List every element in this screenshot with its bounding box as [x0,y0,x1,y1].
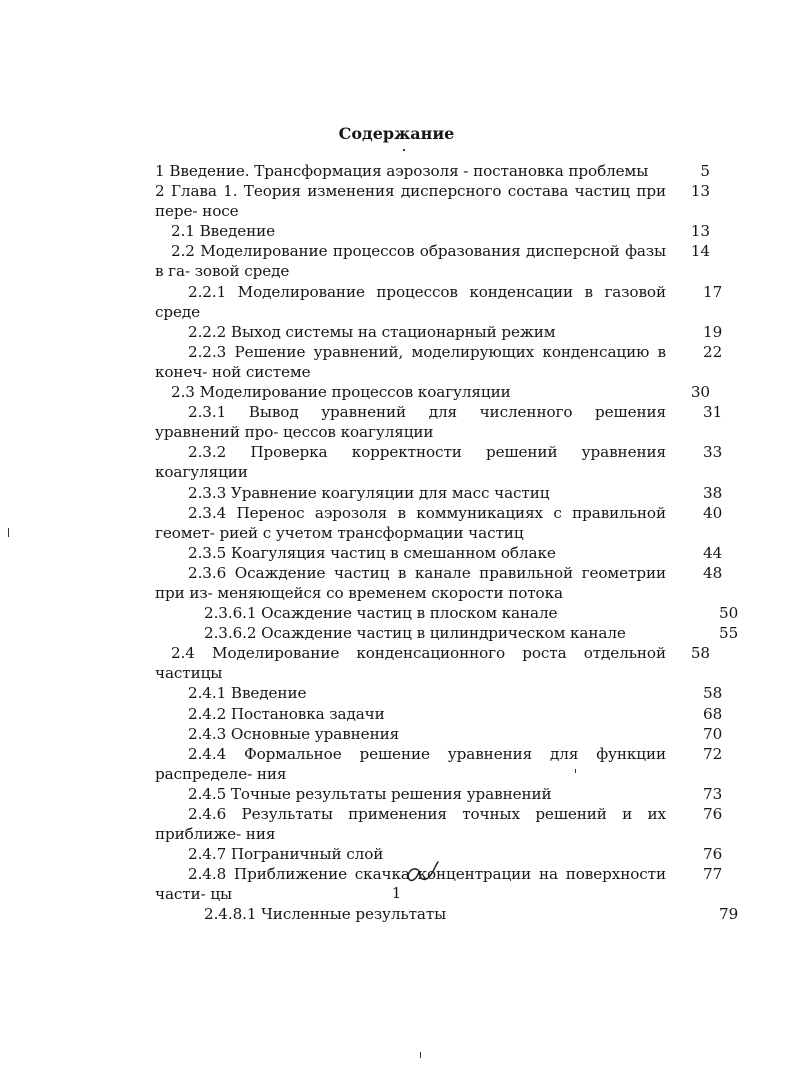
toc-entry-number: 2.3.2 [188,443,227,462]
toc-entry-page: 17 [703,282,723,301]
page-number: 1 [391,884,402,902]
scan-speck [8,528,9,537]
toc-entry [155,221,710,241]
toc-entry-text: Решение уравнений, моделирующих конденсацию в конеч- ной системе [155,342,666,381]
toc-entry-number: 2.3.6.1 [204,604,257,623]
toc-entry-text: Введение. Трансформация аэрозоля - постановка проблемы [169,162,649,180]
toc-entry-title [155,704,666,724]
handwritten-initial [404,856,442,886]
toc-entry-text: Приближение скачка концентрации на поверхности части- цы [155,865,666,904]
toc-entry-page: 68 [703,704,723,723]
toc-entry-page: 19 [703,322,723,341]
toc-entry [155,804,723,844]
toc-entry-page: 13 [690,182,710,201]
toc-entry [155,904,739,924]
toc-entry-page: 22 [703,342,723,361]
toc-entry-text: Моделирование процессов коагуляции [199,383,511,402]
toc-entry-page: 58 [703,684,723,703]
toc-entry [155,241,710,281]
toc-entry [155,402,723,442]
toc-entry-number: 2.4.5 [188,784,227,803]
scan-speck [575,769,576,773]
toc-entry-text: Моделирование конденсационного роста отдельной частицы [155,644,666,683]
toc-entry-text: Введение [230,684,307,703]
toc-entry-title [155,483,666,503]
toc-entry-number: 2.3.4 [188,503,227,522]
toc-entry-number: 2.4.4 [188,744,227,763]
toc-entry [155,623,739,643]
toc-entry-page: 48 [703,563,723,582]
toc-entry-text: Осаждение частиц в канале правильной геометрии при из- меняющейся со временем скорости потока [155,563,666,602]
toc-entry [155,643,710,683]
toc-entry-page: 38 [703,483,723,502]
toc-entry-text: Выход системы на стационарный режим [230,322,556,341]
toc-entry-page: 33 [703,443,723,462]
toc-entry-number: 2.4.1 [188,684,227,703]
toc-entry-page: 13 [690,222,710,241]
toc-entry-title [155,643,666,683]
toc-entry-number: 2.4.6 [188,805,227,823]
toc-entry-text: Проверка корректности решений уравнения коагуляции [155,443,666,482]
toc-entry-page: 76 [703,805,723,823]
toc-entry-number: 2.3.6.2 [204,624,257,643]
toc-entry-title [155,603,666,623]
toc-entry-page: 30 [690,383,710,402]
toc-entry-text: Формальное решение уравнения для функции распределе- ния [155,744,666,783]
page-title: Содержание [338,124,455,143]
toc-entry-number: 2.1 [171,222,195,241]
toc-entry-number: 2.4.8 [188,865,227,884]
toc-entry-text: Коагуляция частиц в смешанном облаке [230,543,556,562]
toc-entry-number: 2.2.1 [188,282,227,301]
table-of-contents [155,161,739,925]
toc-entry-text: Пограничный слой [230,845,384,864]
toc-entry-page: 55 [719,624,739,643]
toc-entry-title [155,623,666,643]
toc-entry-page: 58 [690,644,710,663]
toc-entry-text: Результаты применения точных решений и их приближе- ния [155,805,667,844]
toc-entry [155,503,723,543]
toc-entry [155,382,710,402]
toc-entry-title [155,282,666,322]
toc-entry [155,161,710,181]
toc-entry [155,483,723,503]
toc-entry-title [155,904,666,924]
toc-entry [155,784,723,804]
toc-entry-title [155,784,666,804]
toc-entry-number: 2.3.3 [188,483,227,502]
toc-entry-title [155,804,666,844]
toc-entry-number: 1 [155,162,165,180]
toc-entry [155,543,723,563]
scan-speck [403,149,405,151]
toc-entry-page: 70 [703,724,723,743]
toc-entry-title [155,161,666,181]
toc-entry-number: 2.4 [171,644,195,663]
toc-entry [155,683,723,703]
toc-entry-number: 2.3.1 [188,403,227,422]
toc-entry-title [155,221,666,241]
toc-entry-page: 14 [690,242,710,261]
toc-entry-text: Глава 1. Теория изменения дисперсного состава частиц при пере- носе [155,182,666,221]
toc-entry-number: 2.4.2 [188,704,227,723]
toc-entry-number: 2.4.8.1 [204,905,257,924]
scan-speck [420,1052,421,1058]
toc-entry [155,342,723,382]
toc-entry-title [155,724,666,744]
toc-entry-title [155,322,666,342]
toc-entry-page: 31 [703,403,723,422]
toc-entry-page: 77 [703,865,723,884]
toc-entry-text: Осаждение частиц в цилиндрическом канале [261,624,626,643]
toc-entry-text: Точные результаты решения уравнений [230,784,552,803]
toc-entry-number: 2.4.3 [188,724,227,743]
toc-entry-title [155,382,666,402]
toc-entry-title [155,342,666,382]
toc-entry-number: 2.3.6 [188,563,227,582]
toc-entry-text: Вывод уравнений для численного решения уравнений про- цессов коагуляции [155,403,666,442]
toc-entry-title [155,241,666,281]
toc-entry-text: Основные уравнения [230,724,400,743]
toc-entry-page: 40 [703,503,723,522]
toc-entry [155,442,723,482]
toc-entry-number: 2.3 [171,383,195,402]
toc-entry-page: 50 [719,604,739,623]
toc-entry-number: 2.2.2 [188,322,227,341]
toc-entry [155,744,723,784]
toc-entry [155,181,710,221]
toc-entry-number: 2.2 [171,242,195,261]
toc-entry-title [155,442,666,482]
toc-entry-text: Осаждение частиц в плоском канале [261,604,558,623]
toc-entry-title [155,744,666,784]
toc-entry-page: 5 [700,162,710,180]
toc-entry [155,322,723,342]
toc-entry-text: Численные результаты [261,905,447,924]
toc-entry-number: 2.4.7 [188,845,227,864]
toc-entry-title [155,683,666,703]
toc-entry-text: Уравнение коагуляции для масс частиц [230,483,550,502]
toc-entry-page: 79 [719,905,739,924]
toc-entry-title [155,402,666,442]
toc-entry-page: 72 [703,744,723,763]
toc-entry-page: 76 [703,845,723,864]
toc-entry [155,563,723,603]
toc-entry-text: Постановка задачи [230,704,385,723]
toc-entry-title [155,543,666,563]
toc-entry [155,282,723,322]
toc-entry-number: 2 [155,182,165,201]
toc-entry-title [155,563,666,603]
toc-entry-text: Перенос аэрозоля в коммуникациях с правильной геомет- рией с учетом трансформации частиц [155,503,666,542]
toc-entry-title [155,181,666,221]
toc-entry-page: 73 [703,784,723,803]
toc-entry [155,603,739,623]
toc-entry-title [155,503,666,543]
toc-entry-page: 44 [703,543,723,562]
toc-entry-text: Моделирование процессов образования дисперсной фазы в га- зовой среде [155,242,666,281]
toc-entry [155,724,723,744]
toc-entry-number: 2.3.5 [188,543,227,562]
toc-entry [155,704,723,724]
toc-entry-text: Введение [199,222,276,241]
toc-entry-number: 2.2.3 [188,342,227,361]
toc-entry-text: Моделирование процессов конденсации в газовой среде [155,282,666,321]
